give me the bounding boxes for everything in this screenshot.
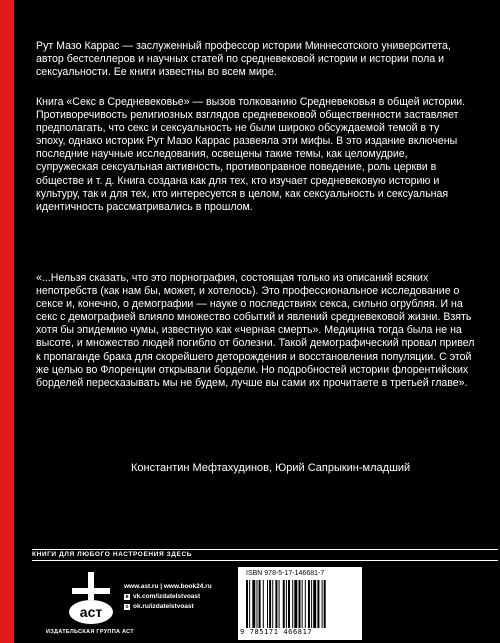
barcode-icon bbox=[246, 580, 354, 630]
ok-icon: о bbox=[125, 604, 129, 610]
red-accent-bar bbox=[0, 0, 14, 643]
vk-icon: в bbox=[125, 594, 129, 600]
isbn-barcode-box bbox=[238, 567, 362, 640]
vk-link-row[interactable] bbox=[124, 592, 212, 602]
isbn-text: ISBN 978-5-17-146681-7 bbox=[246, 570, 325, 577]
web-link-row[interactable] bbox=[124, 582, 212, 592]
quote-authors: Константин Мефтахудинов, Юрий Сапрыкин-младший bbox=[131, 462, 411, 474]
book-description-paragraph: Книга «Секс в Средневековье» — вызов толкованию Средневековья в общей истории. Противоречивость религиозных взглядов средневековой общественности заставляет предполагать, что секс и сексуальность не были широко обсуждаемой темой в ту эпоху, однако историк Рут Мазо Каррас развеяла эти мифы. В это издание включены последние научные исследования, освещены такие темы, как целомудрие, супружеская сексуальная активность, противоправное поведение, роль церкви в обществе и т. д. Книга создана как для тех, кто изучает средневековую историю и культуру, так и для тех, кто интересуется в целом, как сексуальность и сексуальная идентичность рассматривались в прошлом. bbox=[36, 96, 466, 213]
vk-link[interactable]: vk.com/izdatelstvoast bbox=[133, 593, 201, 600]
ok-link-row[interactable] bbox=[124, 602, 212, 612]
barcode-number: 9 785171 466817 bbox=[240, 628, 313, 636]
publisher-tagline: КНИГИ ДЛЯ ЛЮБОГО НАСТРОЕНИЯ ЗДЕСЬ bbox=[32, 549, 498, 561]
web-links[interactable]: www.ast.ru | www.book24.ru bbox=[124, 583, 212, 590]
logo-text: аст bbox=[79, 604, 103, 620]
ok-link[interactable]: ok.ru/izdatelstvoast bbox=[133, 603, 194, 610]
publisher-caption: ИЗДАТЕЛЬСКАЯ ГРУППА АСТ bbox=[46, 629, 134, 635]
publisher-links bbox=[124, 582, 212, 612]
ast-logo-icon bbox=[58, 566, 118, 636]
author-bio-paragraph: Рут Мазо Каррас — заслуженный профессор истории Миннесотского университета, автор бестселлеров и научных статей по средневековой истории и истории пола и сексуальности. Ее книги известны во всем мире. bbox=[36, 40, 451, 79]
review-quote: «...Нельзя сказать, что это порнография, состоящая только из описаний всяких непотребств (как нам бы, может, и хотелось). Это профессиональное исследование о сексе и, конечно, о демографии — науке о последствиях секса, сильно огрубляя. И на секс с демографией влияло множество событий и явлений средневековой жизни. Взять хотя бы эпидемию чумы, известную как «черная смерть». Медицина тогда была не на высоте, и множество людей погибло от болезни. Такой демографический провал привел к пропаганде брака для скорейшего деторождения и восстановления популяции. С этой же целью во Флоренции открывали бордели. Но подробностей истории флорентийских борделей пересказывать мы не будем, лучше вы сами их прочитаете в третьей главе». bbox=[36, 272, 475, 389]
